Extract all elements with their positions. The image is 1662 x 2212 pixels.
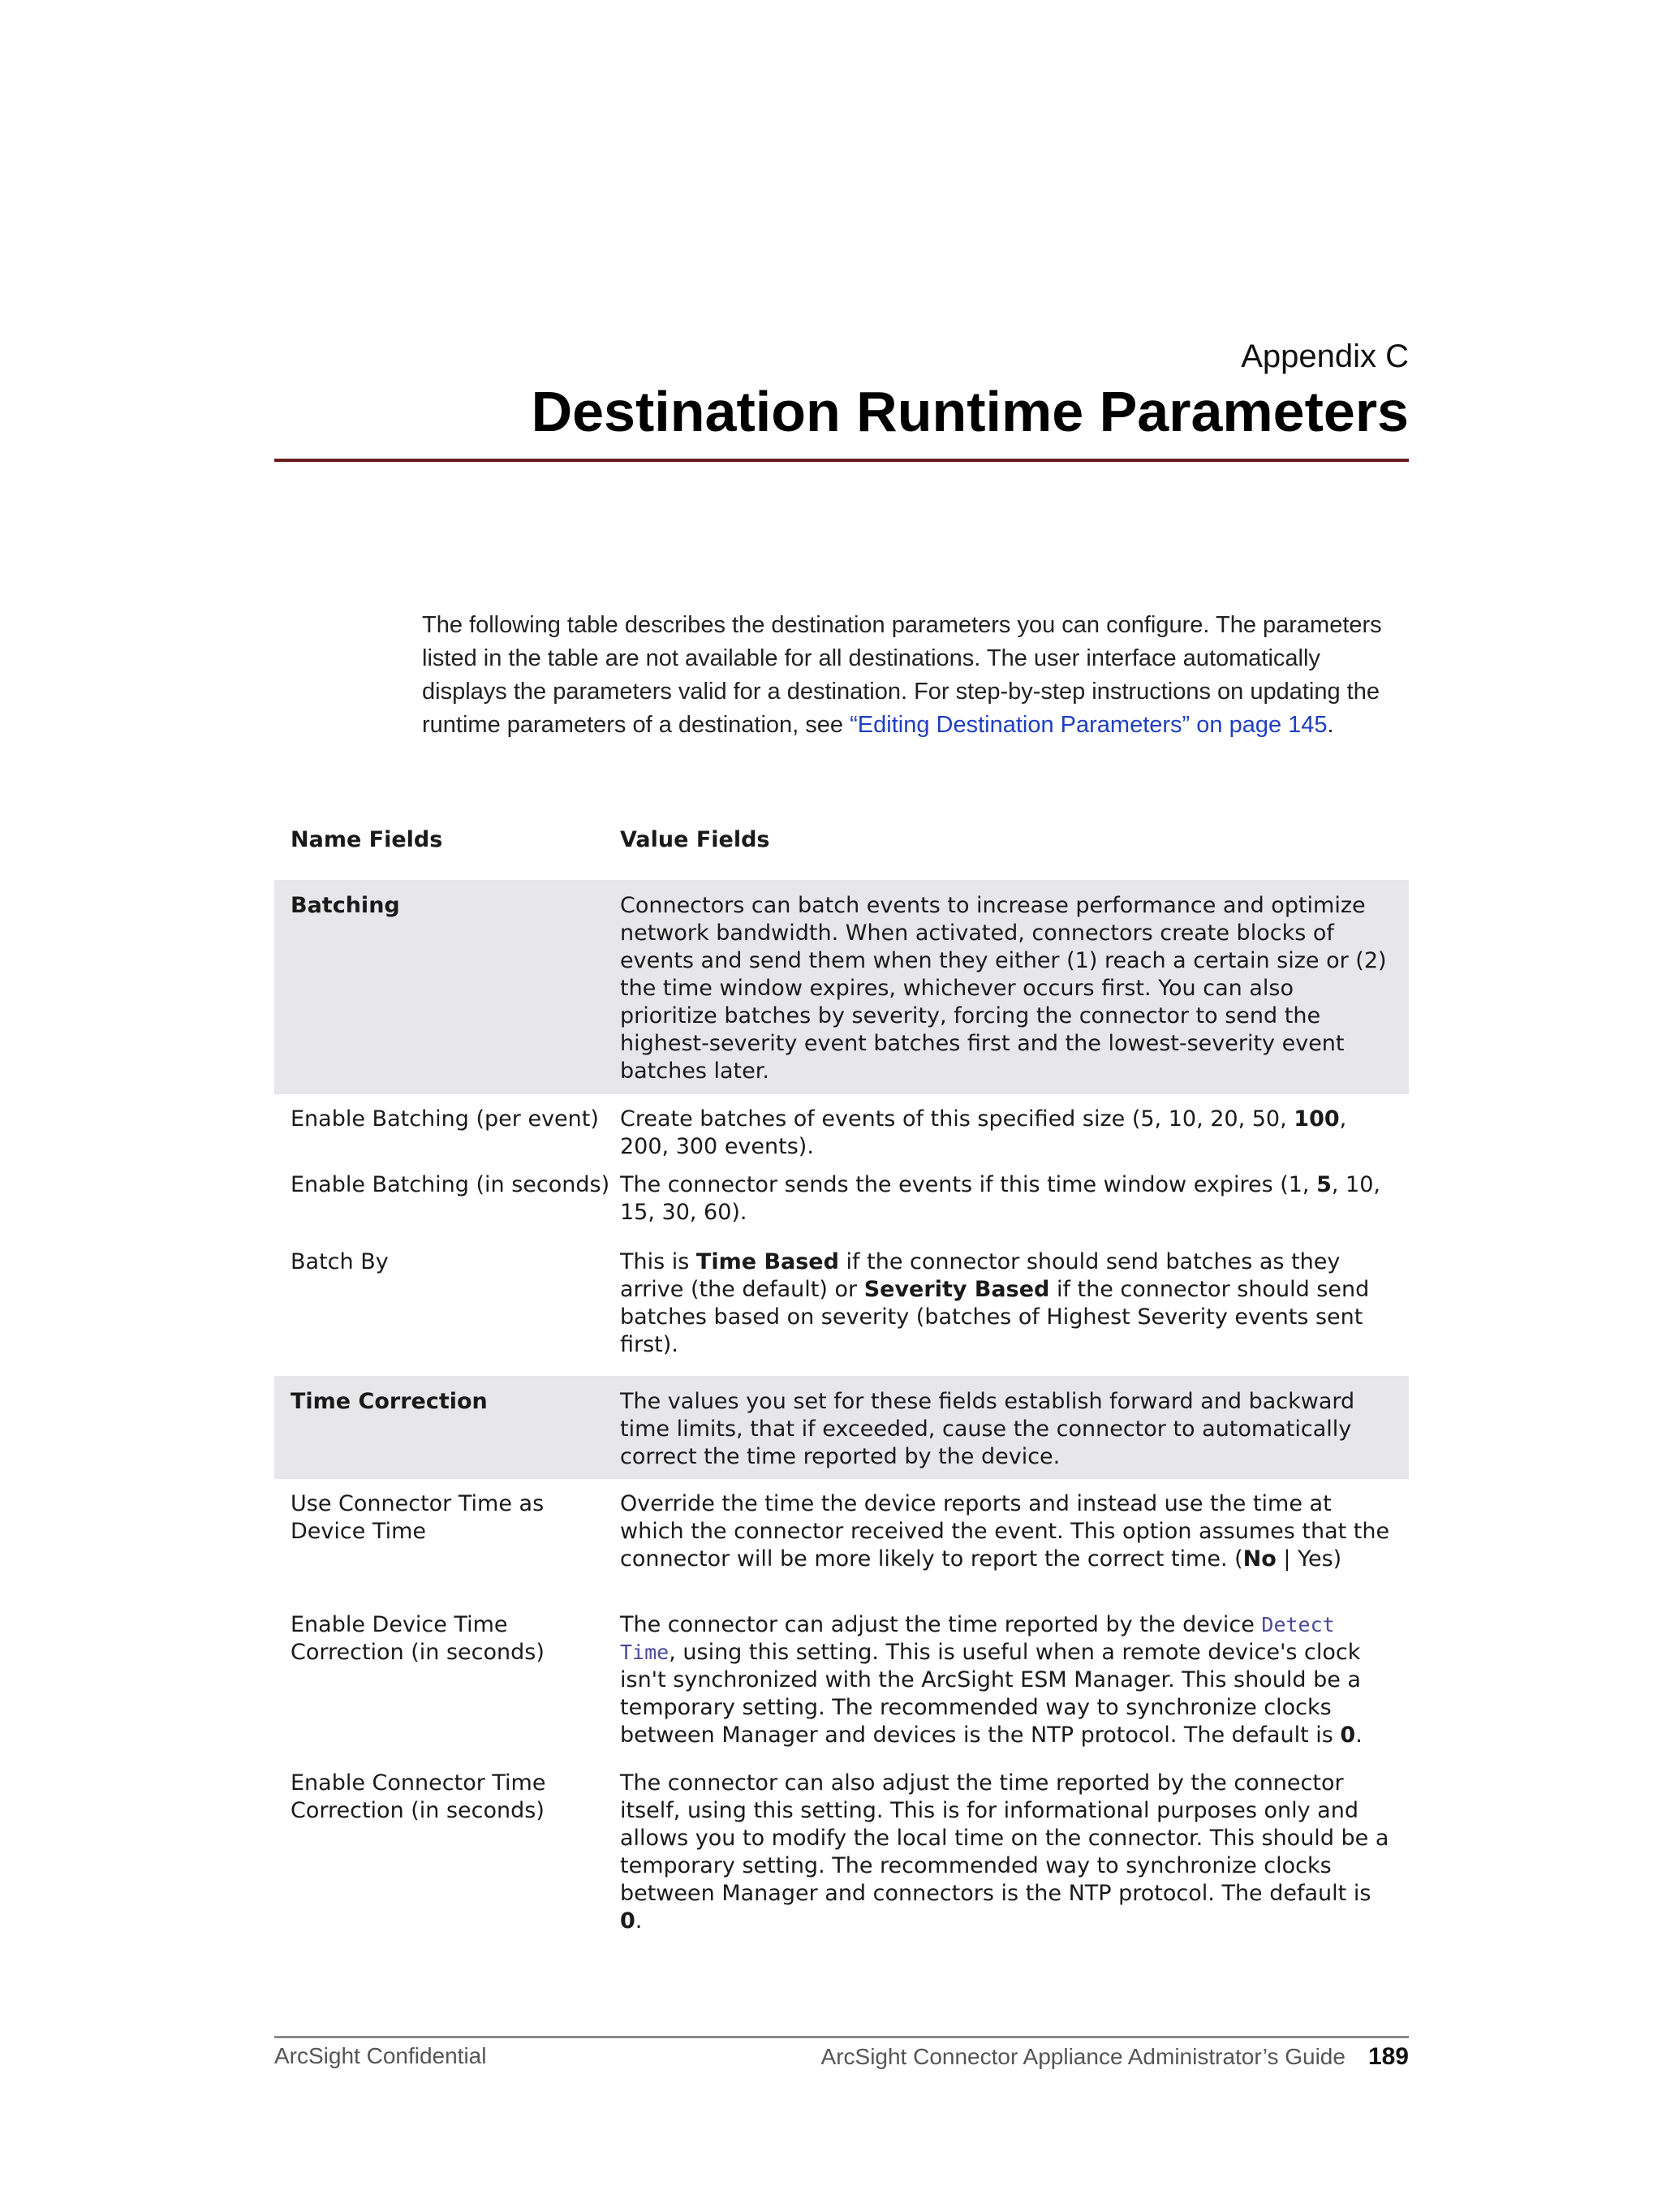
page-footer bbox=[274, 2043, 1409, 2076]
footer-confidential: ArcSight Confidential bbox=[274, 2043, 487, 2068]
row-name: Batch By bbox=[291, 1249, 389, 1274]
page-title: Destination Runtime Parameters bbox=[531, 380, 1409, 443]
detect-time-code: Detect Time bbox=[620, 1613, 1335, 1664]
table-row bbox=[274, 1171, 1409, 1248]
row-name: Enable Connector Time Correction (in seconds) bbox=[291, 1770, 546, 1823]
footer-rule bbox=[274, 2036, 1409, 2038]
header-value-fields: Value Fields bbox=[620, 827, 770, 852]
row-value: The connector can adjust the time reported by the device Detect Time, using this setting. This is useful when a remote device's clock isn't synchronized with the ArcSight ESM Manager. This should be a temporary setting. The recommended way to synchronize clocks between Manager and devices is the NTP protocol. The default is 0. bbox=[620, 1612, 1363, 1748]
table-header-row bbox=[274, 826, 1409, 880]
row-value: The values you set for these fields establish forward and backward time limits, that if exceeded, cause the connector to automatically correct the time reported by the device. bbox=[620, 1389, 1355, 1469]
title-rule bbox=[274, 459, 1409, 462]
row-value: Connectors can batch events to increase performance and optimize network bandwidth. When activated, connectors create blocks of events and send them when they either (1) reach a certain size or (2) the time window expires, whichever occurs first. You can also prioritize batches by severity, forcing the connector to send the highest-severity event batches first and the lowest-severity event batches later. bbox=[620, 893, 1387, 1084]
row-name: Batching bbox=[291, 893, 400, 918]
row-name: Enable Device Time Correction (in seconds) bbox=[291, 1612, 545, 1665]
header-name-fields: Name Fields bbox=[291, 827, 443, 852]
page-number: 189 bbox=[1367, 2043, 1409, 2070]
row-value: The connector can also adjust the time reported by the connector itself, using this setting. This is for informational purposes only and allows you to modify the local time on the connector. This should be a temporary setting. The recommended way to synchronize clocks between Manager and connectors is the NTP protocol. The default is 0. bbox=[620, 1770, 1389, 1934]
row-value: The connector sends the events if this time window expires (1, 5, 10, 15, 30, 60). bbox=[620, 1172, 1380, 1225]
table-row bbox=[274, 880, 1409, 1094]
intro-paragraph bbox=[422, 609, 1410, 742]
row-name: Enable Batching (in seconds) bbox=[291, 1172, 610, 1197]
editing-destination-parameters-link[interactable]: “Editing Destination Parameters” on page 145 bbox=[850, 712, 1328, 738]
table-row bbox=[274, 1248, 1409, 1376]
row-name: Use Connector Time as Device Time bbox=[291, 1491, 545, 1544]
row-value: Create batches of events of this specified size (5, 10, 20, 50, 100, 200, 300 events). bbox=[620, 1106, 1347, 1159]
appendix-label: Appendix C bbox=[1241, 338, 1409, 374]
row-name: Time Correction bbox=[291, 1389, 488, 1414]
chapter-header bbox=[274, 337, 1409, 446]
table-row bbox=[274, 1611, 1409, 1770]
row-value: This is Time Based if the connector should send batches as they arrive (the default) or Severity Based if the connector should send batches based on severity (batches of Highest Severity events sent first). bbox=[620, 1249, 1370, 1357]
intro-end: . bbox=[1327, 712, 1334, 738]
table-row bbox=[274, 1479, 1409, 1611]
parameters-table bbox=[274, 826, 1409, 1948]
intro-text: The following table describes the destination parameters you can configure. The parameters listed in the table are not available for all destinations. The user interface automatically displays the parameters valid for a destination. For step-by-step instructions on updating the runtime parameters of a destination, see bbox=[422, 612, 1382, 738]
footer-guide-title: ArcSight Connector Appliance Administrator’s Guide 189 bbox=[820, 2043, 1409, 2070]
row-value: Override the time the device reports and instead use the time at which the connector received the event. This option assumes that the connector will be more likely to report the correct time. (No | Yes) bbox=[620, 1491, 1390, 1572]
row-name: Enable Batching (per event) bbox=[291, 1106, 599, 1132]
table-row bbox=[274, 1770, 1409, 1948]
table-row bbox=[274, 1094, 1409, 1171]
table-row bbox=[274, 1376, 1409, 1479]
